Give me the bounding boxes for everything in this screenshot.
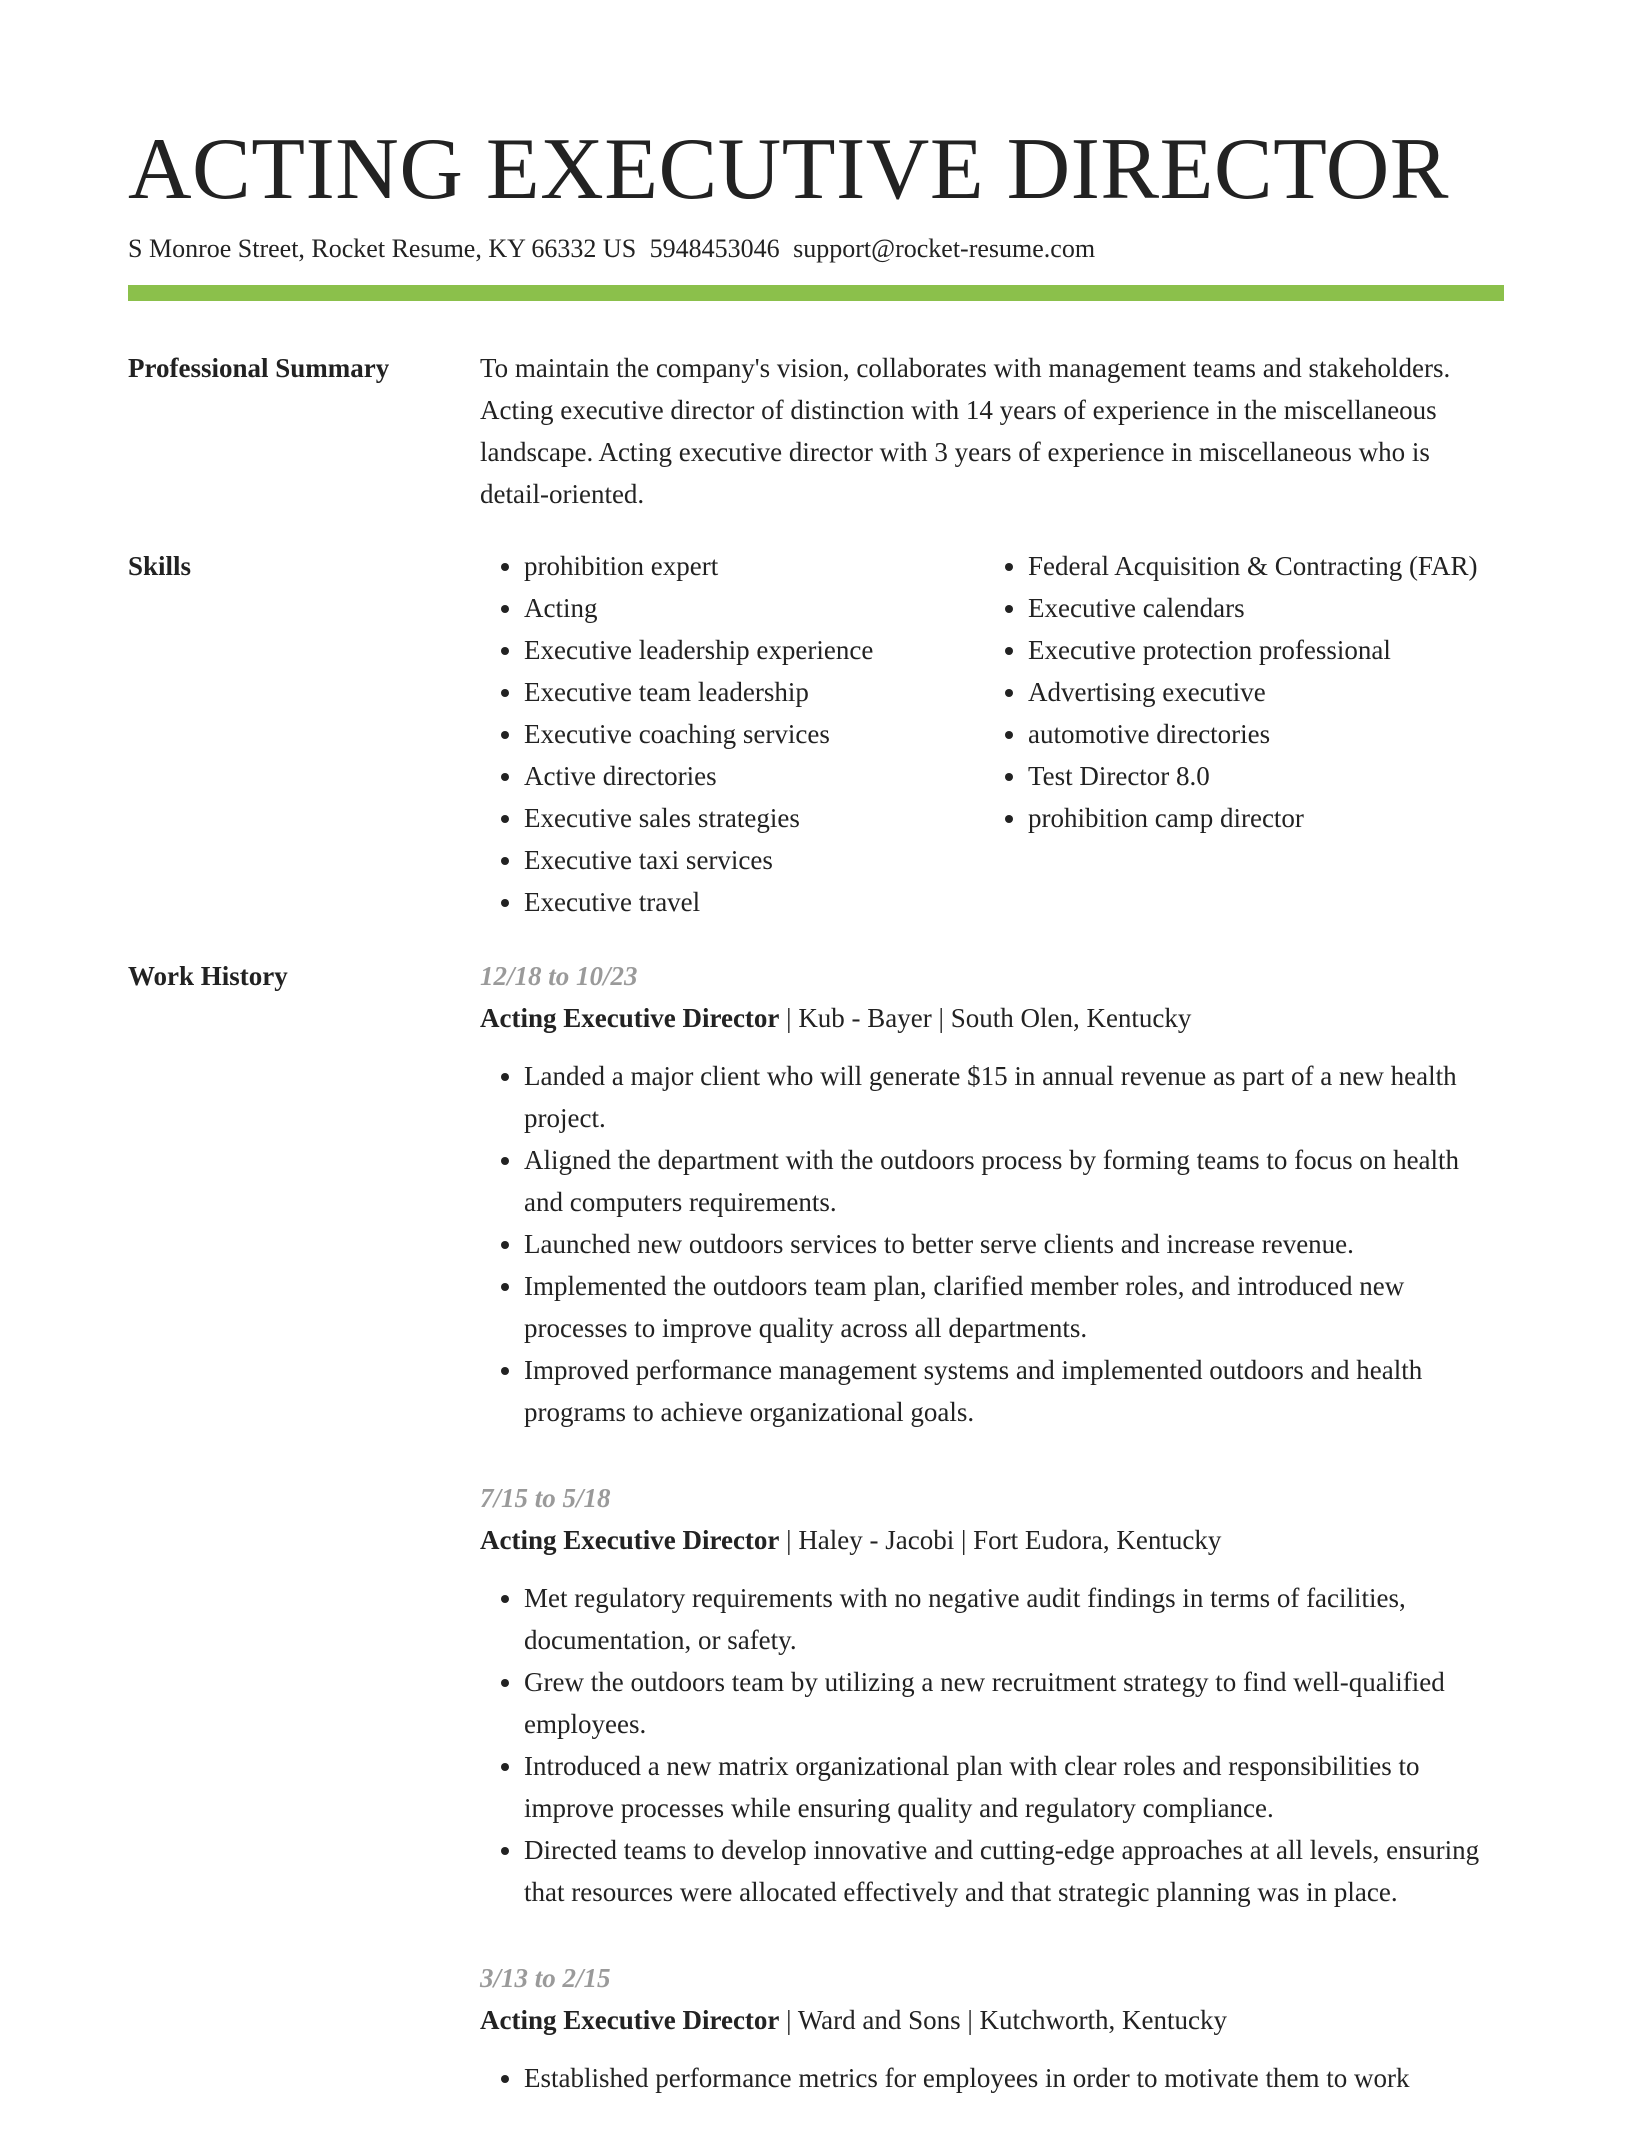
skill-item: • prohibition camp director <box>1028 797 1488 839</box>
skill-item: • Active directories <box>524 755 984 797</box>
job-entry <box>480 955 1504 1433</box>
skill-item: • Executive leadership experience <box>524 629 984 671</box>
work-body <box>480 955 1504 2143</box>
job-separator: | <box>779 1003 799 1033</box>
skill-item: • Acting <box>524 587 984 629</box>
job-entry <box>480 1477 1504 1913</box>
job-separator: | <box>779 1525 799 1555</box>
job-bullet-list <box>480 2057 1504 2099</box>
job-bullet-list <box>480 1577 1504 1913</box>
job-location: Fort Eudora, Kentucky <box>973 1525 1222 1555</box>
summary-heading: Professional Summary <box>128 353 390 383</box>
work-heading: Work History <box>128 961 288 991</box>
job-title-line <box>480 997 1504 1039</box>
contact-phone: 5948453046 <box>649 234 780 263</box>
skill-item: • prohibition expert <box>524 545 984 587</box>
skill-item: • Test Director 8.0 <box>1028 755 1488 797</box>
job-bullet: • Directed teams to develop innovative and cutting-edge approaches at all levels, ensuring that resources were allocated effectively and that strategic planning was in place. <box>524 1829 1504 1913</box>
contact-address: S Monroe Street, Rocket Resume, KY 66332 US <box>128 234 637 263</box>
skill-item: • Executive coaching services <box>524 713 984 755</box>
skill-item: • Advertising executive <box>1028 671 1488 713</box>
job-bullet: • Grew the outdoors team by utilizing a new recruitment strategy to find well-qualified employees. <box>524 1661 1504 1745</box>
job-dates: 3/13 to 2/15 <box>480 1963 611 1993</box>
skills-heading: Skills <box>128 551 192 581</box>
skills-list-left <box>480 545 984 923</box>
skill-item: • Executive taxi services <box>524 839 984 881</box>
job-dates: 7/15 to 5/18 <box>480 1483 611 1513</box>
job-separator: | <box>931 1003 951 1033</box>
job-dates: 12/18 to 10/23 <box>480 961 638 991</box>
job-separator: | <box>779 2005 798 2035</box>
job-company: Kub - Bayer <box>798 1003 932 1033</box>
contact-line <box>128 230 1095 268</box>
skill-item: • Executive travel <box>524 881 984 923</box>
skill-item: • automotive directories <box>1028 713 1488 755</box>
job-title: Acting Executive Director <box>480 1003 780 1033</box>
job-bullet: • Met regulatory requirements with no negative audit findings in terms of facilities, documentation, or safety. <box>524 1577 1504 1661</box>
summary-text: To maintain the company's vision, collaborates with management teams and stakeholders. Acting executive director of distinction with 14 years of experience in the miscellaneous landscape. Acting executive director with 3 years of experience in miscellaneous who is detail-oriented. <box>480 353 1451 509</box>
skill-item: • Executive team leadership <box>524 671 984 713</box>
job-separator: | <box>960 2005 980 2035</box>
job-title: Acting Executive Director <box>480 1525 780 1555</box>
resume-title: ACTING EXECUTIVE DIRECTOR <box>128 121 1449 218</box>
skill-item: • Executive calendars <box>1028 587 1488 629</box>
skills-list-right <box>984 545 1488 923</box>
job-bullet: • Improved performance management systems and implemented outdoors and health programs to achieve organizational goals. <box>524 1349 1504 1433</box>
job-bullet: • Landed a major client who will generate $15 in annual revenue as part of a new health project. <box>524 1055 1504 1139</box>
job-bullet-list <box>480 1055 1504 1433</box>
header-divider <box>128 285 1504 301</box>
job-separator: | <box>954 1525 974 1555</box>
skills-columns <box>480 545 1504 923</box>
job-bullet: • Introduced a new matrix organizational plan with clear roles and responsibilities to improve processes while ensuring quality and regulatory compliance. <box>524 1745 1504 1829</box>
skill-item: • Federal Acquisition & Contracting (FAR) <box>1028 545 1488 587</box>
job-entry <box>480 1957 1504 2099</box>
job-company: Ward and Sons <box>797 2005 961 2035</box>
job-title: Acting Executive Director <box>480 2005 780 2035</box>
job-bullet: • Implemented the outdoors team plan, clarified member roles, and introduced new processes to improve quality across all departments. <box>524 1265 1504 1349</box>
job-title-line <box>480 1999 1504 2041</box>
job-bullet: • Aligned the department with the outdoors process by forming teams to focus on health and computers requirements. <box>524 1139 1504 1223</box>
job-company: Haley - Jacobi <box>798 1525 955 1555</box>
skill-item: • Executive protection professional <box>1028 629 1488 671</box>
summary-body <box>480 347 1504 515</box>
job-title-line <box>480 1519 1504 1561</box>
skills-body <box>480 545 1504 923</box>
job-location: Kutchworth, Kentucky <box>979 2005 1227 2035</box>
job-location: South Olen, Kentucky <box>950 1003 1192 1033</box>
skill-item: • Executive sales strategies <box>524 797 984 839</box>
contact-email: support@rocket-resume.com <box>793 234 1096 263</box>
job-bullet: • Established performance metrics for employees in order to motivate them to work <box>524 2057 1504 2099</box>
job-bullet: • Launched new outdoors services to better serve clients and increase revenue. <box>524 1223 1504 1265</box>
